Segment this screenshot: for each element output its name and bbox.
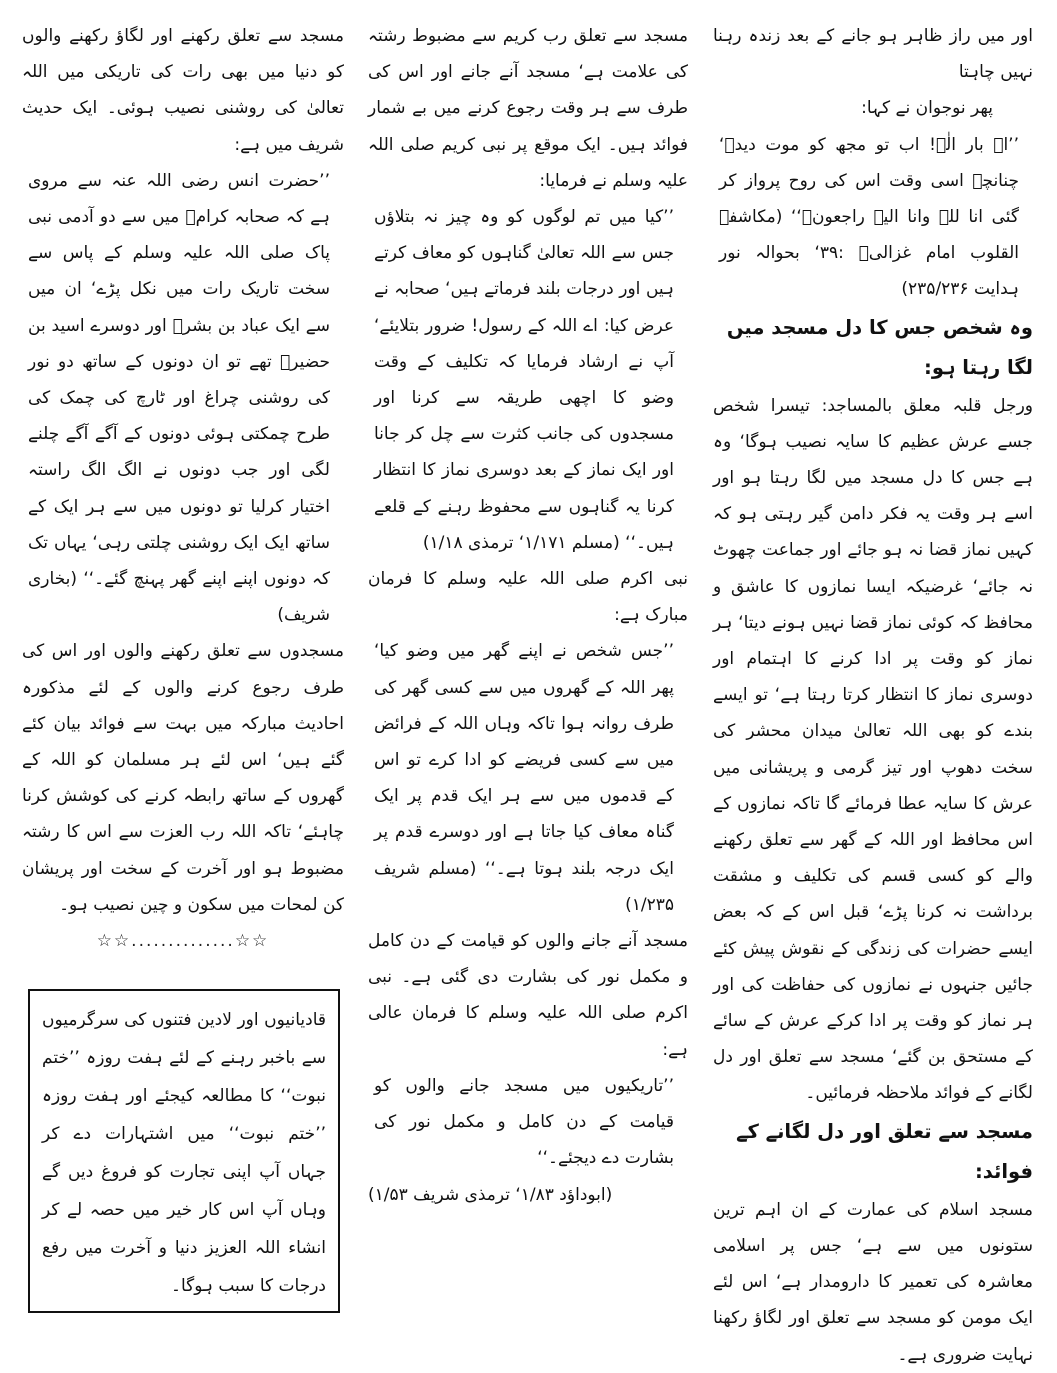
paragraph: پھر نوجوان نے کہا:	[861, 98, 993, 119]
paragraph: مسجد اسلام کی عمارت کے ان اہم ترین ستونوں میں سے ہے‘ جس پر اسلامی معاشرہ کی تعمیر کا دارومدار ہے‘ اس لئے ایک مومن کو مسجد سے تعلق اور لگاؤ رکھنا نہایت ضروری ہے۔	[713, 1199, 1033, 1365]
section-heading: مسجد سے تعلق اور دل لگانے کے فوائد:	[736, 1119, 1033, 1183]
paragraph: نبی اکرم صلی اللہ علیہ وسلم کا فرمان مبارک ہے:	[368, 569, 688, 626]
quote-block: ’’کیا میں تم لوگوں کو وہ چیز نہ بتلاؤں جس سے اللہ تعالیٰ گناہوں کو معاف کرتے ہیں اور درجات بلند فرماتے ہیں‘ صحابہ نے عرض کیا: اے اللہ کے رسول! ضرور بتلایئے‘ آپ نے ارشاد فرمایا کہ تکلیف کے وقت وضو کا اچھی طریقہ سے کرنا اور مسجدوں کی جانب کثرت سے چل کر جانا اور ایک نماز کے بعد دوسری نماز کا انتظار کرنا یہ گناہوں سے محفوظ رہنے کے قلعے ہیں۔‘‘ (مسلم ۱/۱۷۱‘ ترمذی ۱/۱۸)	[374, 207, 674, 553]
paragraph: ورجل قلبہ معلق بالمساجد: تیسرا شخص جسے عرش عظیم کا سایہ نصیب ہوگا‘ وہ ہے جس کا دل مسجد میں لگا رہتا ہو اور اسے ہر وقت یہ فکر دامن گیر رہتی ہو کہ کہیں نماز قضا نہ ہو جائے اور جماعت چھوٹ نہ جائے‘ غرضیکہ ایسا نمازوں کا عاشق و محافظ کہ کوئی نماز قضا نہیں ہونے دیتا‘ ہر نماز کو وقت پر ادا کرنے کا اہتمام اور دوسری نماز کا انتظار کرتا رہتا ہے‘ تو ایسے بندے کو بھی اللہ تعالیٰ میدان محشر کی سخت دھوپ اور تیز گرمی و پریشانی میں عرش کا سایہ عطا فرمائے گا تاکہ نمازوں کے اس محافظ اور اللہ کے گھر سے تعلق رکھنے والے کو کسی قسم کی تکلیف و مشقت برداشت نہ کرنا پڑے‘ قبل اس کے کہ بعض ایسے حضرات کی زندگی کے نقوش پیش کئے جائیں جنہوں نے نمازوں کی حفاظت کی اور ہر نماز کو وقت پر ادا کرکے عرش کے سائے کے مستحق بن گئے‘ مسجد سے تعلق اور دل لگانے کے فوائد ملاحظہ فرمائیں۔	[713, 395, 1033, 1104]
quote-block: ’’جس شخص نے اپنے گھر میں وضو کیا‘ پھر اللہ کے گھروں میں سے کسی گھر کی طرف روانہ ہوا تاکہ وہاں اللہ کے فرائض میں سے کسی فریضے کو ادا کرے تو اس کے قدموں میں سے ہر ایک قدم پر ایک گناہ معاف کیا جاتا ہے اور دوسرے قدم پر ایک درجہ بلند ہوتا ہے۔‘‘ (مسلم شریف ۱/۲۳۵)	[374, 641, 674, 915]
quote-block: ’’تاریکیوں میں مسجد جانے والوں کو قیامت کے دن کامل و مکمل نور کی بشارت دے دیجئے۔‘‘	[374, 1075, 674, 1169]
advertisement-text: قادیانیوں اور لادین فتنوں کی سرگرمیوں سے باخبر رہنے کے لئے ہفت روزہ ’’ختم نبوت‘‘ کا مطالعہ کیجئے اور ہفت روزہ ’’ختم نبوت‘‘ میں اشتہارات دے کر جہاں آپ اپنی تجارت کو فروغ دیں گے وہاں آپ اس کار خیر میں حصہ لے کر انشاء اللہ العزیز دنیا و آخرت میں رفع درجات کا سبب ہوگا۔	[42, 1010, 326, 1297]
paragraph: مسجد سے تعلق رکھنے اور لگاؤ رکھنے والوں کو دنیا میں بھی رات کی تاریکی میں اللہ تعالیٰ کی روشنی نصیب ہوئی۔ ایک حدیث شریف میں ہے:	[22, 26, 344, 155]
citation: (ابوداؤد ۱/۸۳‘ ترمذی شریف ۱/۵۳)	[368, 1184, 613, 1205]
paragraph: مسجد سے تعلق رب کریم سے مضبوط رشتہ کی علامت ہے‘ مسجد آنے جانے اور اس کی طرف سے ہر وقت رجوع کرنے میں بے شمار فوائد ہیں۔ ایک موقع پر نبی کریم صلی اللہ علیہ وسلم نے فرمایا:	[368, 26, 688, 191]
stars-divider: ☆☆..............☆☆	[96, 931, 270, 952]
column-middle	[368, 18, 688, 1213]
quote-block: ’’اے بار الٰہ! اب تو مجھ کو موت دیدے‘ چنانچہ اسی وقت اس کی روح پرواز کر گئی انا للہ وانا الیہ راجعون۔‘‘ (مکاشفۃ القلوب امام غزالیؒ :۳۹‘ بحوالہ نور ہدایت ۲۳۵/۲۳۶)	[719, 134, 1019, 300]
paragraph: مسجدوں سے تعلق رکھنے والوں اور اس کی طرف رجوع کرنے والوں کے لئے مذکورہ احادیث مبارکہ میں بہت سے فوائد بیان کئے گئے ہیں‘ اس لئے ہر مسلمان کو اللہ کے گھروں کے ساتھ رابطہ کرنے کی کوشش کرنا چاہئے‘ تاکہ اللہ رب العزت سے اس کا رشتہ مضبوط ہو اور آخرت کے سخت اور پریشان کن لمحات میں سکون و چین نصیب ہو۔	[22, 641, 344, 915]
paragraph: اور میں راز ظاہر ہو جانے کے بعد زندہ رہنا نہیں چاہتا	[713, 26, 1033, 83]
column-left	[22, 18, 344, 1313]
column-right	[713, 18, 1033, 1373]
quote-block: ’’حضرت انس رضی اللہ عنہ سے مروی ہے کہ صحابہ کرامؓ میں سے دو آدمی نبی پاک صلی اللہ علیہ وسلم کے پاس سے سخت تاریک رات میں نکل پڑے‘ ان میں سے ایک عباد بن بشرؓ اور دوسرے اسید بن حضیرؓ تھے تو ان دونوں کے ساتھ دو نور کی روشنی چراغ اور ٹارچ کی چمک کی طرح چمکتی ہوئی دونوں کے آگے آگے چلنے لگی اور جب دونوں نے الگ الگ راستہ اختیار کرلیا تو دونوں میں سے ہر ایک کے ساتھ ایک ایک روشنی چلتی رہی‘ یہاں تک کہ دونوں اپنے اپنے گھر پہنچ گئے۔‘‘ (بخاری شریف)	[28, 170, 330, 626]
advertisement-box	[28, 989, 340, 1313]
section-heading: وہ شخص جس کا دل مسجد میں لگا رہتا ہو:	[726, 315, 1033, 379]
paragraph: مسجد آنے جانے والوں کو قیامت کے دن کامل و مکمل نور کی بشارت دی گئی ہے۔ نبی اکرم صلی اللہ علیہ وسلم کا فرمان عالی ہے:	[368, 931, 688, 1060]
